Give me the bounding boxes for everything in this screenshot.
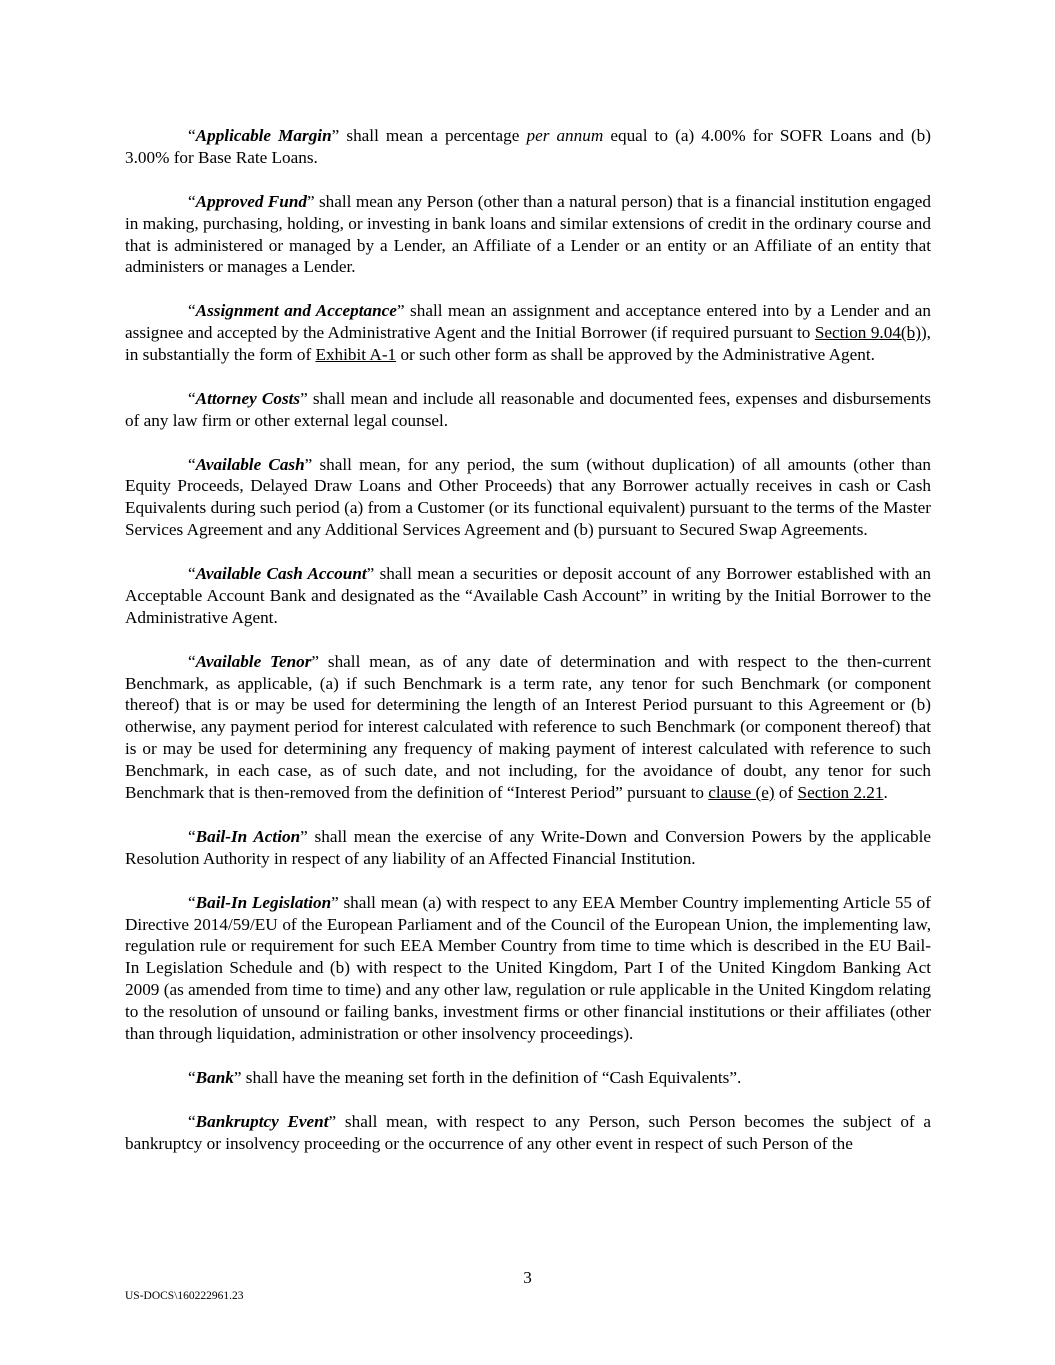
cross-reference: clause (e): [708, 783, 775, 803]
italic-phrase: per annum: [526, 126, 604, 145]
cross-reference: Section 9.04(b): [814, 323, 921, 343]
definition-text: shall mean any Person (other than a natural person) that is a financial institution engaged in making, purchasing, holding, or investing in bank loans and similar extensions of credit in the ordinary course and that is administered or managed by a Lender, an Affiliate of a Lender or an entity or an Affiliate of an entity that administers or manages a Lender.: [125, 191, 931, 277]
definition-text: shall mean and include all reasonable and documented fees, expenses and disbursements of any law firm or other external legal counsel.: [125, 388, 931, 430]
definition-text: shall mean, with respect to any Person, such Person becomes the subject of a bankruptcy or insolvency proceeding or the occurrence of any other event in respect of such Person of the: [125, 1111, 932, 1153]
definition-paragraph: “Approved Fund” shall mean any Person (other than a natural person) that is a financial institution engaged in making, purchasing, holding, or investing in bank loans and similar extensions of credit in the ordinary course and that is administered or managed by a Lender, an Affiliate of a Lender or an entity or an Affiliate of an entity that administers or manages a Lender.: [125, 191, 931, 277]
page-number: 3: [523, 1268, 532, 1287]
definition-text: shall mean, as of any date of determination and with respect to the then-current Benchmark, as applicable, (a) if such Benchmark is a term rate, any tenor for such Benchmark (or component thereof) that is or may be used for determining the length of an Interest Period pursuant to this Agreement or (b) otherwise, any payment period for interest calculated with reference to such Benchmark (or component thereof) that is or may be used for determining any frequency of making payment of interest calculated with reference to such Benchmark, in each case, as of such date, and not including, for the avoidance of doubt, any tenor for such Benchmark that is then-removed from the definition of “Interest Period” pursuant to: [125, 651, 931, 803]
defined-term: Bankruptcy Event: [195, 1111, 329, 1131]
cross-reference: Section 2.21: [797, 783, 884, 803]
definition-paragraph: “Available Cash Account” shall mean a securities or deposit account of any Borrower established with an Acceptable Account Bank and designated as the “Available Cash Account” in writing by the Initial Borrower to the Administrative Agent.: [125, 564, 931, 627]
definition-paragraph: “Bankruptcy Event” shall mean, with respect to any Person, such Person becomes the subject of a bankruptcy or insolvency proceeding or the occurrence of any other event in respect of such Person of the: [125, 1111, 932, 1153]
definition-text: shall mean a securities or deposit account of any Borrower established with an Acceptable Account Bank and designated as the “Available Cash Account” in writing by the Initial Borrower to the Administrative Agent.: [125, 564, 931, 627]
defined-term: Attorney Costs: [195, 388, 301, 408]
defined-term: Bail-In Action: [195, 826, 301, 846]
definition-text: shall have the meaning set forth in the definition of “Cash Equivalents”.: [241, 1067, 742, 1087]
definition-text: shall mean an assignment and acceptance entered into by a Lender and an assignee and accepted by the Administrative Agent and the Initial Borrower (if required pursuant to: [125, 301, 931, 343]
definition-text: of: [774, 783, 798, 803]
definition-text: shall mean the exercise of any Write-Down and Conversion Powers by the applicable Resolution Authority in respect of any liability of an Affected Financial Institution.: [125, 826, 931, 868]
definition-text: .: [883, 783, 888, 803]
defined-term: Bank: [195, 1067, 234, 1087]
defined-term: Assignment and Acceptance: [195, 301, 397, 321]
definition-paragraph: “Applicable Margin” shall mean a percentage per annum equal to (a) 4.00% for SOFR Loans and (b) 3.00% for Base Rate Loans.: [125, 126, 932, 167]
defined-term: Available Cash: [195, 454, 305, 474]
definition-text: ), in substantially the form of: [125, 323, 931, 365]
definition-paragraph: “Available Tenor” shall mean, as of any date of determination and with respect to the then-current Benchmark, as applicable, (a) if such Benchmark is a term rate, any tenor for such Benchmark (or component thereof) that is or may be used for determining the length of an Interest Period pursuant to this Agreement or (b) otherwise, any payment period for interest calculated with reference to such Benchmark (or component thereof) that is or may be used for determining any frequency of making payment of interest calculated with reference to such Benchmark, in each case, as of such date, and not including, for the avoidance of doubt, any tenor for such Benchmark that is then-removed from the definition of “Interest Period” pursuant to clause (e) of Section 2.21.: [125, 651, 931, 803]
defined-term: Bail-In Legislation: [195, 892, 332, 912]
defined-term: Approved Fund: [195, 191, 307, 211]
defined-term: Available Tenor: [195, 651, 312, 671]
definition-paragraph: “Bail-In Legislation” shall mean (a) with respect to any EEA Member Country implementing Article 55 of Directive 2014/59/EU of the European Parliament and of the Council of the European Union, the implementing law, regulation rule or requirement for such EEA Member Country from time to time which is described in the EU Bail-In Legislation Schedule and (b) with respect to the United Kingdom, Part I of the United Kingdom Banking Act 2009 (as amended from time to time) and any other law, regulation or rule applicable in the United Kingdom relating to the resolution of unsound or failing banks, investment firms or other financial institutions or their affiliates (other than through liquidation, administration or other insolvency proceedings).: [125, 892, 931, 1044]
definition-paragraph: “Assignment and Acceptance” shall mean an assignment and acceptance entered into by a Lender and an assignee and accepted by the Administrative Agent and the Initial Borrower (if required pursuant to Section 9.04(b)), in substantially the form of Exhibit A-1 or such other form as shall be approved by the Administrative Agent.: [125, 301, 931, 365]
defined-term: Available Cash Account: [195, 564, 367, 584]
definition-text: shall mean, for any period, the sum (without duplication) of all amounts (other than Equity Proceeds, Delayed Draw Loans and Other Proceeds) that any Borrower actually receives in cash or Cash Equivalents during such period (a) from a Customer (or its functional equivalent) pursuant to the terms of the Master Services Agreement and any Additional Services Agreement and (b) pursuant to Secured Swap Agreements.: [125, 454, 931, 540]
document-id: US-DOCS\160222961.23: [125, 1290, 244, 1302]
definition-paragraph: “Bail-In Action” shall mean the exercise of any Write-Down and Conversion Powers by the applicable Resolution Authority in respect of any liability of an Affected Financial Institution.: [125, 826, 931, 868]
definition-text: equal to (a) 4.00% for SOFR Loans and (b) 3.00% for Base Rate Loans.: [125, 126, 932, 167]
cross-reference: Exhibit A-1: [315, 345, 397, 365]
definition-text: shall mean (a) with respect to any EEA Member Country implementing Article 55 of Directive 2014/59/EU of the European Parliament and of the Council of the European Union, the implementing law, regulation rule or requirement for such EEA Member Country from time to time which is described in the EU Bail-In Legislation Schedule and (b) with respect to the United Kingdom, Part I of the United Kingdom Banking Act 2009 (as amended from time to time) and any other law, regulation or rule applicable in the United Kingdom relating to the resolution of unsound or failing banks, investment firms or other financial institutions or their affiliates (other than through liquidation, administration or other insolvency proceedings).: [125, 892, 931, 1044]
definitions-body: [125, 125, 931, 1176]
definition-paragraph: “Available Cash” shall mean, for any period, the sum (without duplication) of all amounts (other than Equity Proceeds, Delayed Draw Loans and Other Proceeds) that any Borrower actually receives in cash or Cash Equivalents during such period (a) from a Customer (or its functional equivalent) pursuant to the terms of the Master Services Agreement and any Additional Services Agreement and (b) pursuant to Secured Swap Agreements.: [125, 454, 931, 540]
definition-paragraph: “Bank” shall have the meaning set forth in the definition of “Cash Equivalents”.: [188, 1067, 742, 1087]
definition-text: or such other form as shall be approved by the Administrative Agent.: [396, 345, 875, 365]
defined-term: Applicable Margin: [195, 126, 332, 145]
definition-paragraph: “Attorney Costs” shall mean and include all reasonable and documented fees, expenses and disbursements of any law firm or other external legal counsel.: [125, 388, 931, 430]
definition-text: shall mean a percentage: [339, 126, 527, 145]
